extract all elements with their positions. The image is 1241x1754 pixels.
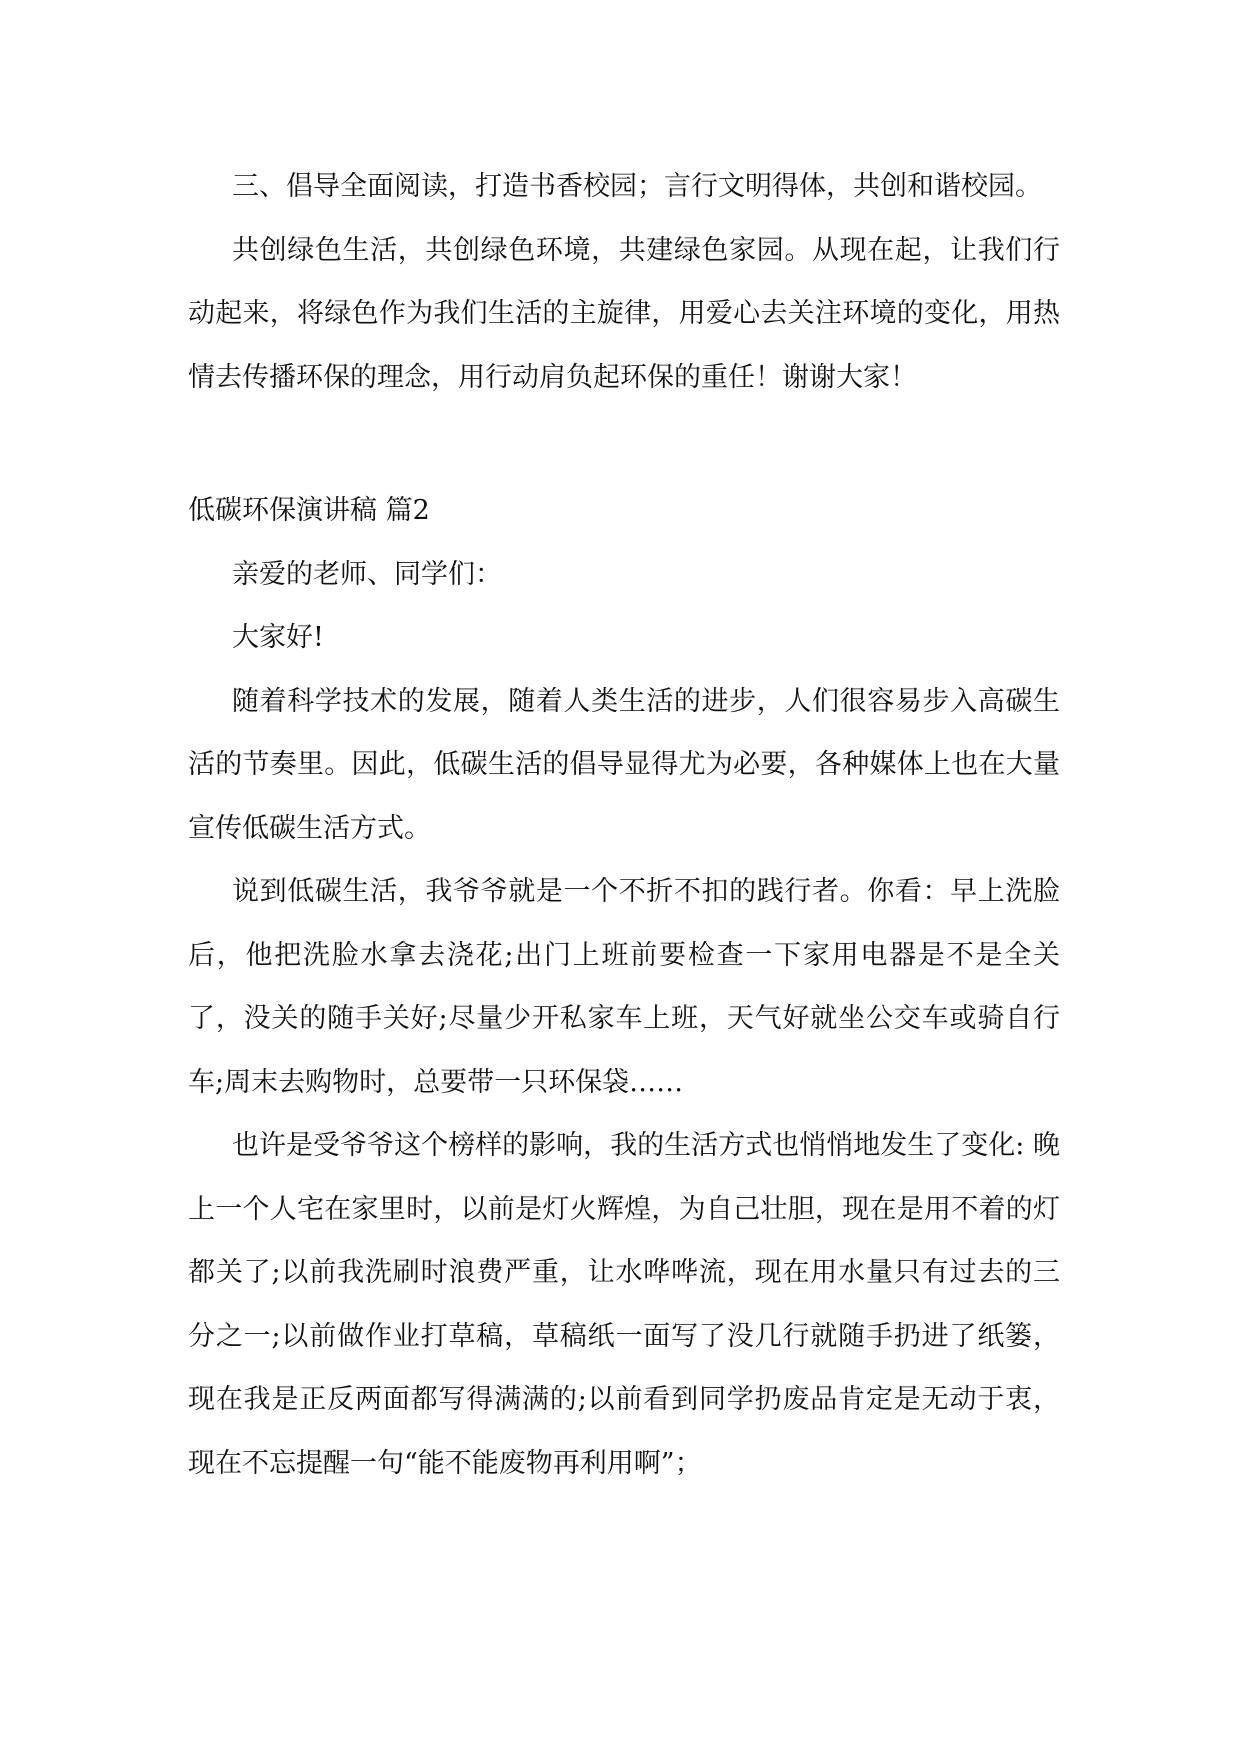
greeting: 大家好!	[232, 622, 324, 653]
paragraph: 随着科学技术的发展，随着人类生活的进步，人们很容易步入高碳生活的节奏里。因此，低碳生活的倡导显得尤为必要，各种媒体上也在大量宣传低碳生活方式。	[188, 685, 1060, 844]
salutation: 亲爱的老师、同学们：	[232, 558, 502, 590]
section-spacer	[188, 409, 1060, 479]
paragraph: 共创绿色生活，共创绿色环境，共建绿色家园。从现在起，让我们行动起来，将绿色作为我们生活的主旋律，用爱心去关注环境的变化，用热情去传播环保的理念，用行动肩负起环保的重任！谢谢大家！	[188, 234, 1060, 393]
section-title: 低碳环保演讲稿 篇2	[188, 495, 430, 526]
paragraph: 也许是受爷爷这个榜样的影响，我的生活方式也悄悄地发生了变化: 晚上一个人宅在家里时，以前是灯火辉煌，为自己壮胆，现在是用不着的灯都关了;以前我洗刷时浪费严重，让水哗哗流，现在用水量只有过去的三分之一;以前做作业打草稿，草稿纸一面写了没几行就随手扔进了纸篓，现在我是正反两面都写得满满的;以前看到同学扔废品肯定是无动于衷，现在不忘提醒一句“能不能废物再利用啊”；	[188, 1130, 1060, 1479]
paragraph: 说到低碳生活，我爷爷就是一个不折不扣的践行者。你看：早上洗脸后，他把洗脸水拿去浇花;出门上班前要检查一下家用电器是不是全关了，没关的随手关好;尽量少开私家车上班，天气好就坐公交车或骑自行车;周末去购物时，总要带一只环保袋……	[188, 876, 1060, 1098]
document-page	[188, 155, 1060, 1495]
paragraph: 三、倡导全面阅读，打造书香校园；言行文明得体，共创和谐校园。	[232, 171, 1042, 202]
